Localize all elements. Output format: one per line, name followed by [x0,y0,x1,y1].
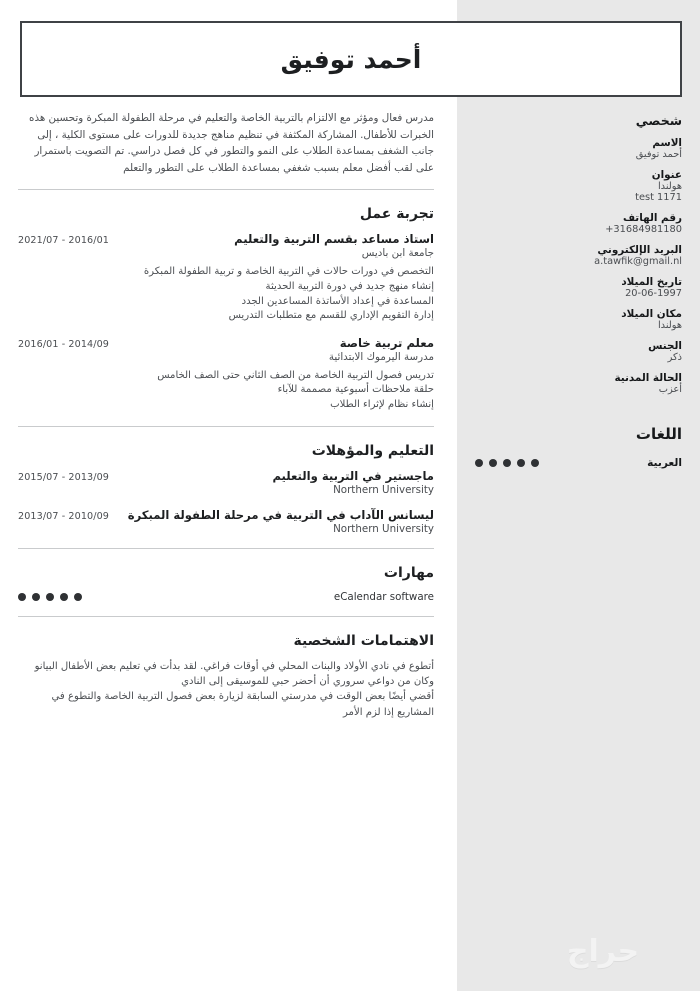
education-date: 2013/07 - 2010/09 [18,510,109,522]
rating-dot-filled [18,593,26,601]
interests-paragraph: أتطوع في نادي الأولاد والبنات المحلي في أوقات فراغي. لقد بدأت في تعليم بعض الأطفال البيانو وكان من دواعي سروري أن أحضر حبي للموسيقى إلى النادي [34,660,434,687]
skill-row [18,591,434,603]
field-value: a.tawfik@gmail.nl [594,256,682,267]
watermark [528,929,678,975]
field-value-secondary: test 1171 [635,192,682,203]
rating-dot-filled [74,593,82,601]
divider [18,548,434,549]
sidebar-field-birthdate [475,276,682,299]
field-label: الجنس [648,340,682,352]
field-label: رقم الهاتف [622,212,682,224]
experience-date: 2021/07 - 2016/01 [18,235,109,247]
name-header-box [20,21,682,97]
section-title-experience: تجربة عمل [359,206,434,223]
page-title: أحمد توفيق [280,44,422,74]
field-value: 20-06-1997 [625,288,682,299]
rating-dot-filled [489,459,497,467]
language-row [475,457,682,469]
education-degree: ماجستير في التربية والتعليم [272,468,434,483]
rating-dot-filled [531,459,539,467]
rating-dot-filled [60,593,68,601]
field-label: البريد الإلكتروني [597,244,682,256]
experience-organization: جامعة ابن باديس [361,247,434,260]
bullet-item: المساعدة في إعداد الأساتذة المساعدين الجدد [241,295,434,307]
field-value: أحمد توفيق [635,149,682,160]
field-label: الحالة المدنية [614,372,682,384]
sidebar-field-phone [475,212,682,235]
bullet-item: إدارة التقويم الإداري للقسم مع متطلبات التدريس [228,310,434,322]
education-degree: ليسانس الآداب في التربية في مرحلة الطفولة المبكرة [127,507,434,522]
experience-entry [18,232,434,323]
bullet-item: إنشاء نظام لإثراء الطلاب [330,398,434,410]
divider [18,189,434,190]
sidebar-field-email [475,244,682,267]
skill-level-dots [18,593,82,601]
sidebar-section-personal: شخصي [635,113,682,128]
education-date: 2015/07 - 2013/09 [18,471,109,483]
experience-role: معلم تربية خاصة [339,335,434,350]
experience-entry [18,336,434,413]
education-school: Northern University [333,522,434,535]
education-entry [18,508,434,535]
experience-entry-header [18,336,434,350]
professional-summary: مدرس فعال ومؤثر مع الالتزام بالتربية الخاصة والتعليم في مرحلة الطفولة المبكرة وتحسين هذه الخبرات للأطفال. المشاركة المكثفة في تنظيم مناهج جديدة للدورات على مستوى الكلية ، إلى جانب الشغف بمساعدة الطلاب على النمو والتطور في كل فصل دراسي. تم التصويت باستمرار على لقب أفضل معلم بسبب شغفي بمساعدة الطلاب على التطور والتعلم [29,112,434,174]
watermark-text: حراج [566,934,640,969]
language-name: العربية [647,457,682,469]
language-level-dots [475,459,539,467]
sidebar-field-name [475,137,682,160]
sidebar-column [475,113,682,469]
field-value: ذكر [667,352,682,363]
field-label: مكان الميلاد [621,308,682,320]
rating-dot-filled [503,459,511,467]
experience-organization: مدرسة اليرموك الابتدائية [328,350,434,363]
experience-date: 2016/01 - 2014/09 [18,338,109,350]
education-entry [18,469,434,496]
field-value: +31684981180 [605,224,682,235]
section-title-education: التعليم والمؤهلات [311,442,434,459]
main-column [18,110,434,720]
rating-dot-filled [46,593,54,601]
experience-entry-header [18,232,434,246]
sidebar-field-gender [475,340,682,363]
rating-dot-filled [475,459,483,467]
rating-dot-filled [32,593,40,601]
divider [18,616,434,617]
field-value: هولندا [657,320,682,331]
skill-name: eCalendar software [333,590,434,603]
rating-dot-filled [517,459,525,467]
experience-role: استاذ مساعد بقسم التربية والتعليم [234,232,434,247]
field-value: هولندا [657,181,682,192]
section-title-skills: مهارات [383,564,434,581]
sidebar-field-birthplace [475,308,682,331]
education-school: Northern University [333,483,434,496]
section-title-interests: الاهتمامات الشخصية [293,632,434,649]
field-value: أعزب [658,384,682,395]
field-label: عنوان [651,169,682,181]
sidebar-field-address [475,169,682,203]
interests-paragraph: أقضي أيضًا بعض الوقت في مدرستي السابقة لزيارة بعض فصول التربية الخاصة والتطوع في المشاريع إذا لزم الأمر [51,691,434,718]
education-entry-header [18,469,434,483]
sidebar-field-marital-status [475,372,682,395]
bullet-item: تدريس فصول التربية الخاصة من الصف الثاني حتى الصف الخامس [157,369,434,381]
bullet-item: التخصص في دورات حالات في التربية الخاصة و تربية الطفولة المبكرة [143,266,434,278]
experience-bullets [18,369,434,413]
field-label: الاسم [652,137,682,149]
education-entry-header [18,508,434,522]
bullet-item: حلقة ملاحظات أسبوعية مصممة للآباء [277,384,434,396]
experience-bullets [18,265,434,323]
bullet-item: إنشاء منهج جديد في دورة التربية الحديثة [265,280,434,292]
sidebar-section-languages: اللغات [635,425,682,443]
divider [18,426,434,427]
field-label: تاريخ الميلاد [621,276,682,288]
